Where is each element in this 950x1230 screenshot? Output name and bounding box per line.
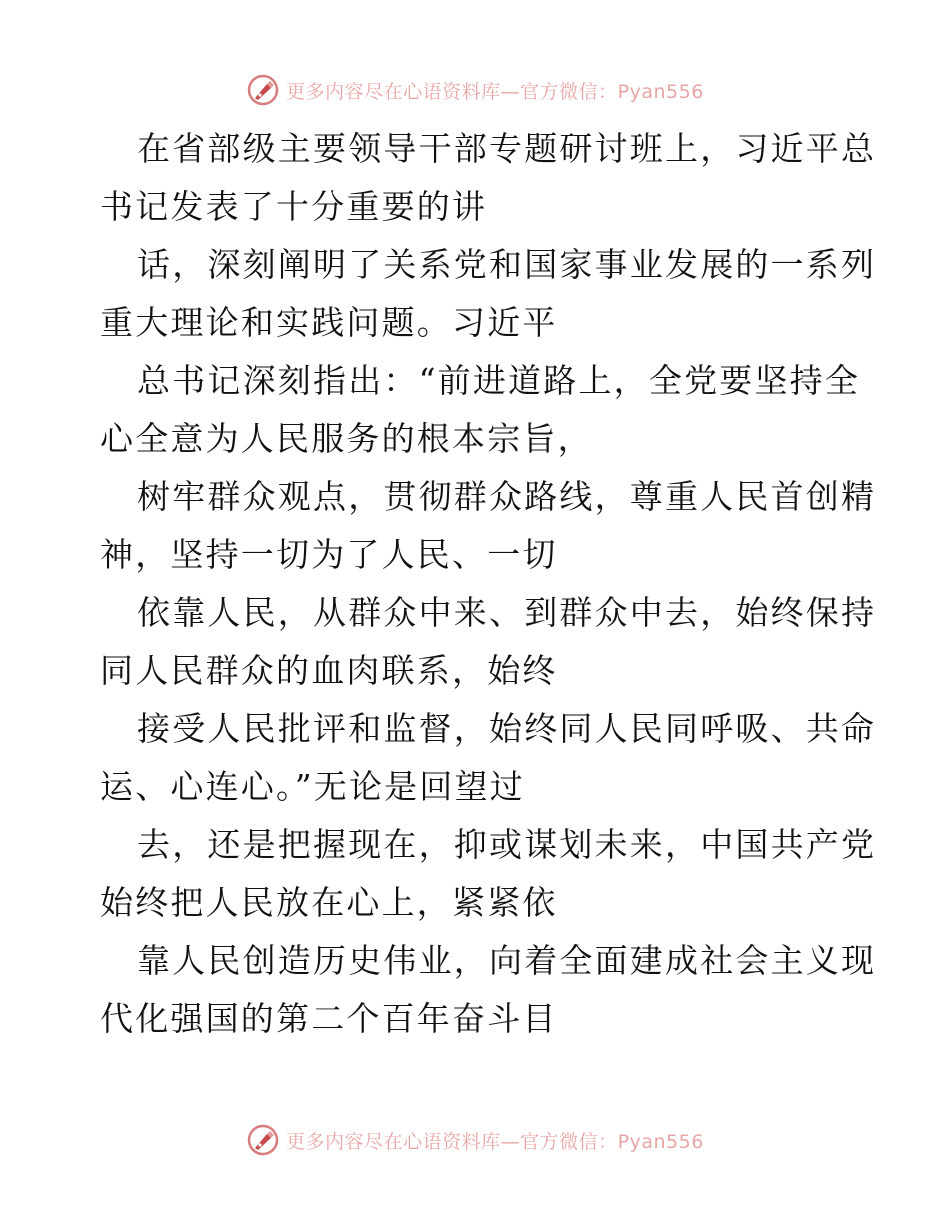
paragraph (100, 584, 877, 700)
header-watermark-text: 更多内容尽在心语资料库—官方微信：Pyan556 (286, 80, 704, 103)
footer-watermark-banner (0, 1120, 950, 1160)
paragraph-line: 去，还是把握现在，抑或谋划未来，中国共产党 (137, 825, 877, 864)
pen-nib-circle-icon (246, 73, 280, 107)
paragraph (100, 236, 877, 352)
paragraph (100, 700, 877, 816)
paragraph-line: 始终把人民放在心上，紧紧依 (100, 883, 558, 922)
paragraph-line: 心全意为人民服务的根本宗旨， (100, 419, 593, 458)
paragraph-line: 依靠人民，从群众中来、到群众中去，始终保持 (137, 593, 877, 632)
paragraph (100, 932, 877, 1048)
paragraph-line: 总书记深刻指出：“前进道路上，全党要坚持全 (137, 361, 861, 400)
paragraph-line: 书记发表了十分重要的讲 (100, 187, 488, 226)
paragraph (100, 120, 877, 236)
paragraph-line: 在省部级主要领导干部专题研讨班上，习近平总 (137, 129, 877, 168)
paragraph-line: 接受人民批评和监督，始终同人民同呼吸、共命 (137, 709, 877, 748)
pen-nib-circle-icon (246, 1123, 280, 1157)
paragraph-line: 重大理论和实践问题。习近平 (100, 303, 558, 342)
paragraph-line: 同人民群众的血肉联系，始终 (100, 651, 558, 690)
paragraph-line: 话，深刻阐明了关系党和国家事业发展的一系列 (137, 245, 877, 284)
document-body (100, 120, 877, 1048)
header-watermark-banner (0, 70, 950, 110)
paragraph-line: 运、心连心。”无论是回望过 (100, 767, 525, 806)
paragraph (100, 468, 877, 584)
paragraph-line: 树牢群众观点，贯彻群众路线，尊重人民首创精 (137, 477, 877, 516)
paragraph-line: 靠人民创造历史伟业，向着全面建成社会主义现 (137, 941, 877, 980)
footer-watermark-text: 更多内容尽在心语资料库—官方微信：Pyan556 (286, 1130, 704, 1153)
paragraph-line: 神，坚持一切为了人民、一切 (100, 535, 558, 574)
paragraph (100, 352, 860, 468)
paragraph-line: 代化强国的第二个百年奋斗目 (100, 999, 558, 1038)
paragraph (100, 816, 877, 932)
